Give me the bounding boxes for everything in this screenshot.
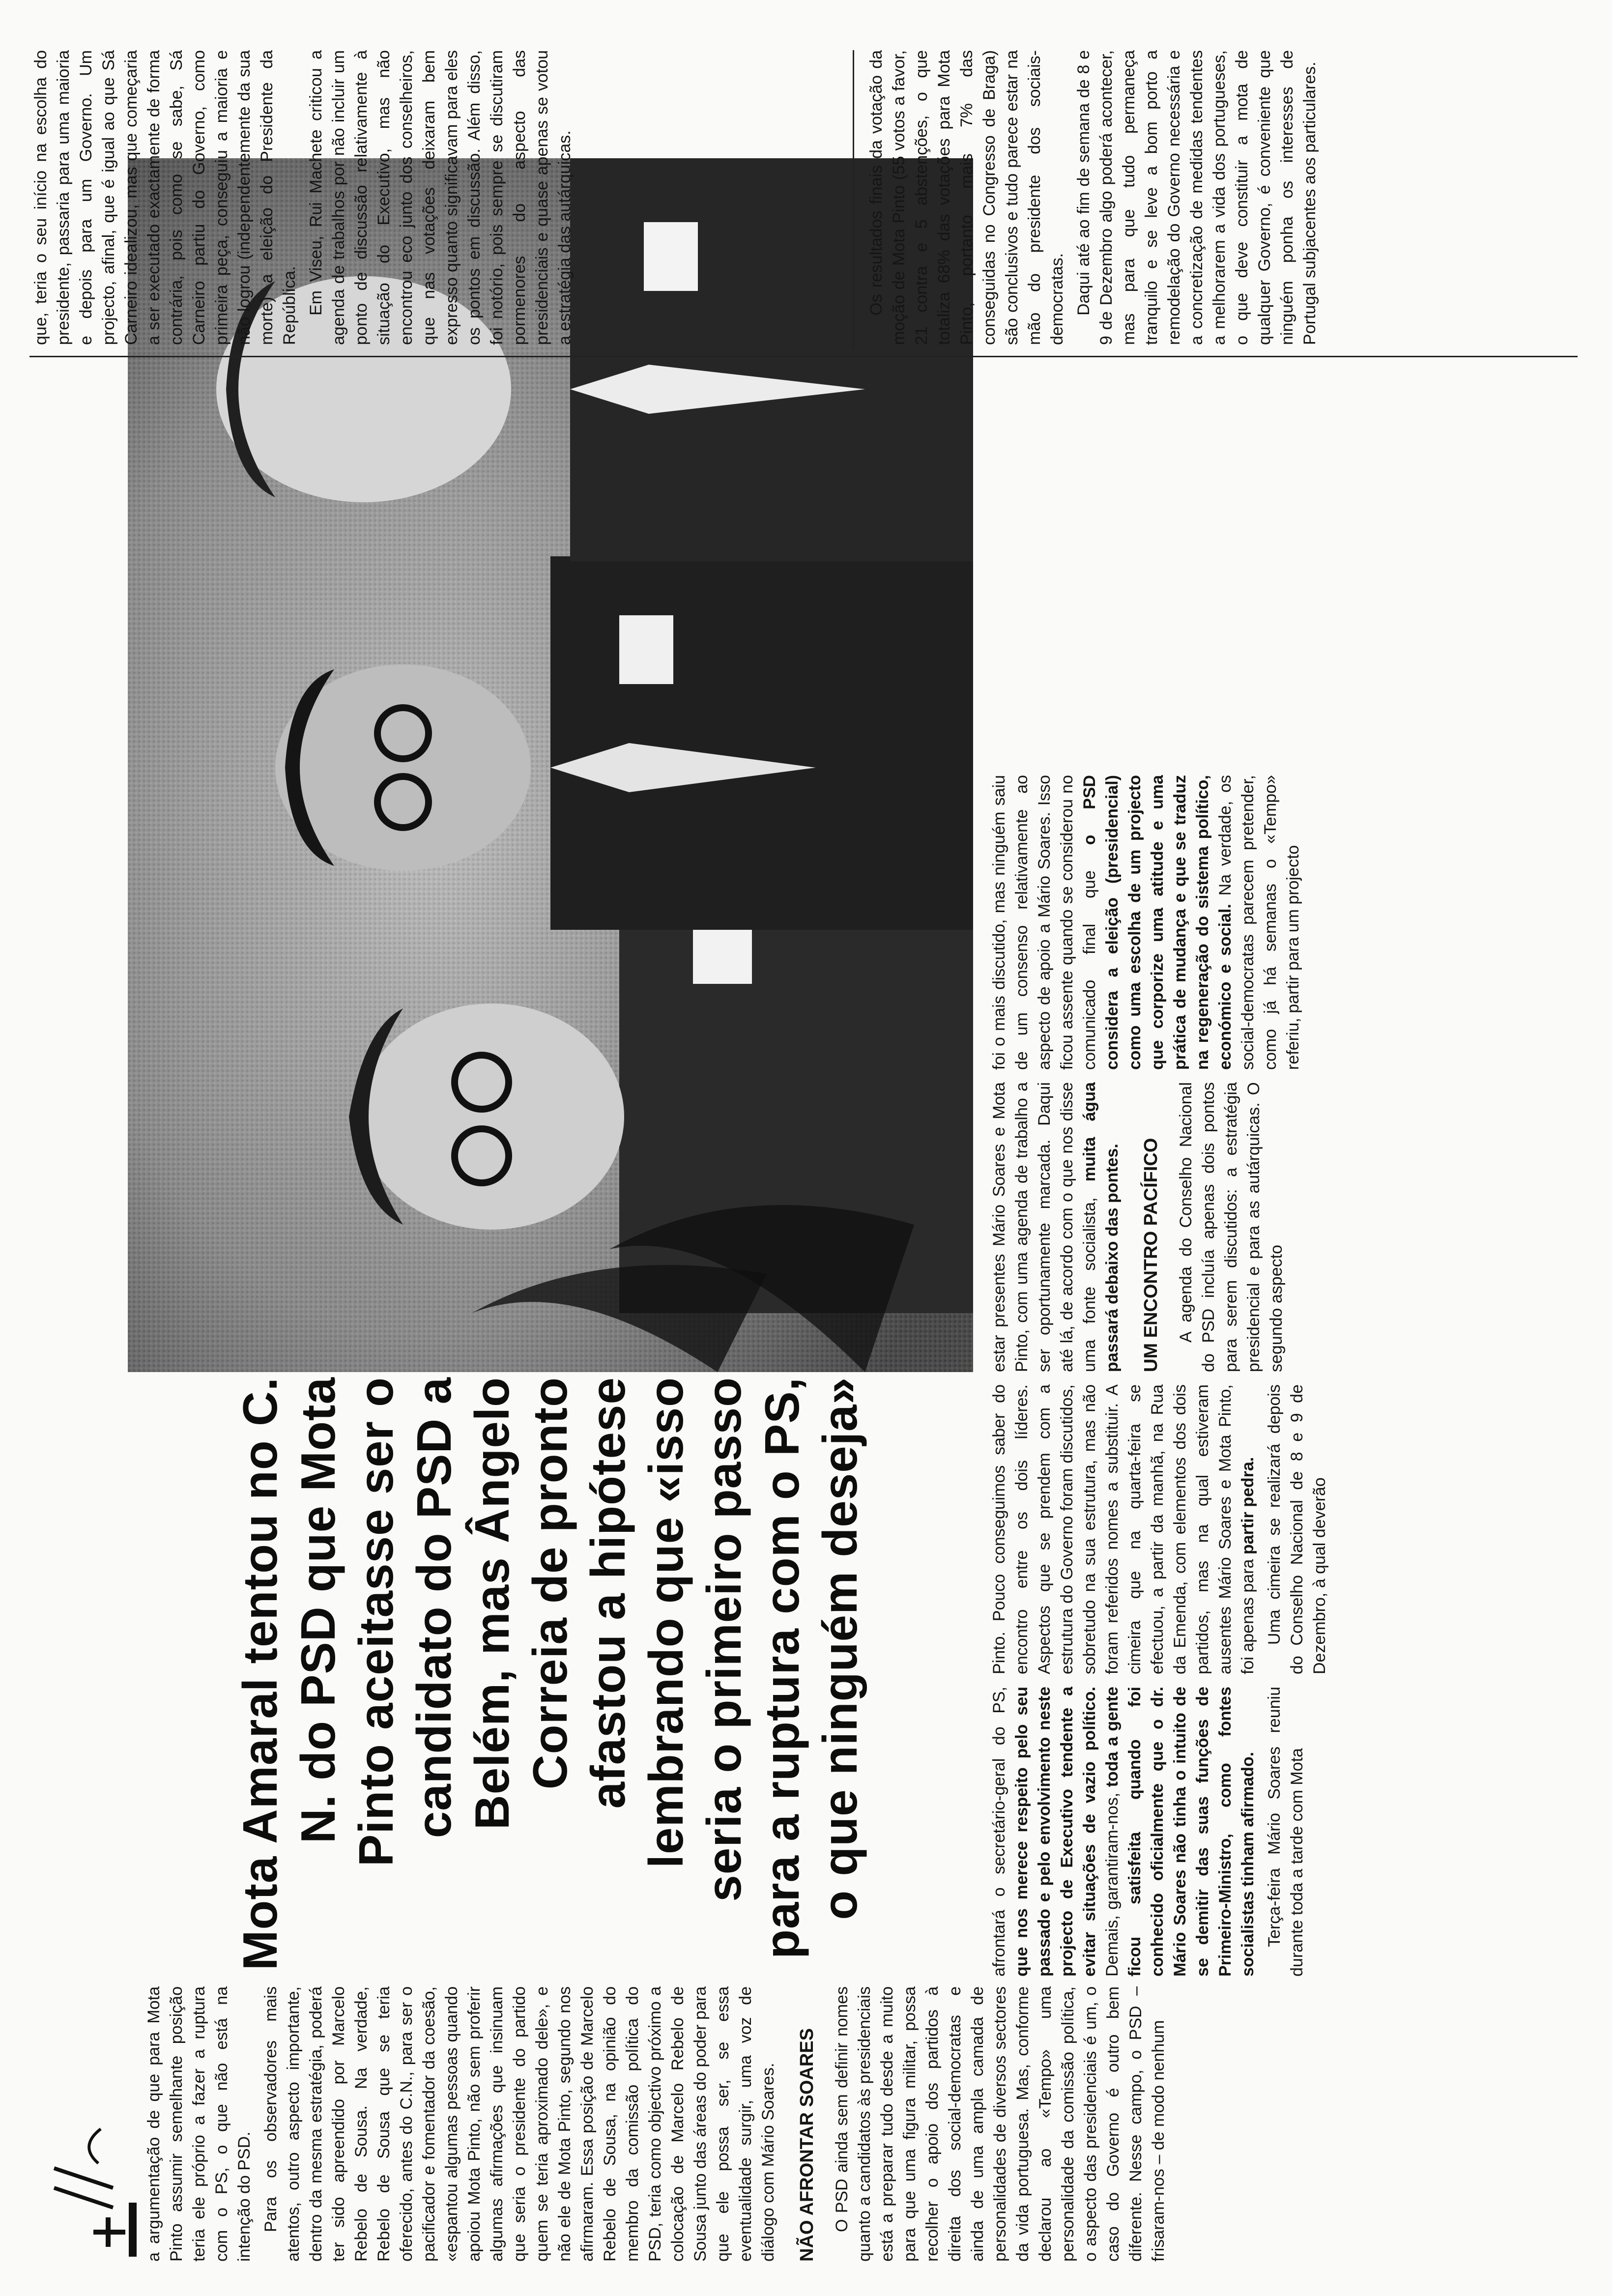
paragraph: Uma cimeira se realizará depois do Conselho Nacional de 8 e 9 de Dezembro, à qual deverão: [1265, 1384, 1329, 1674]
subheading: NÃO AFRONTAR SOARES: [797, 2028, 817, 2262]
text-run: Demais, garantiram-nos,: [1103, 1787, 1122, 1977]
bold-run: o PSD considera a eleição (presidencial) como uma escolha de um projecto que corporize uma atitude e uma prática de mudança e que se traduz na regeneração do sistema político, económico e social.: [1080, 775, 1235, 1070]
column-1: [143, 1986, 1578, 2262]
paragraph: [988, 1687, 1259, 1977]
bold-run: que nos merece respeito pelo seu passado e pelo envolvimento neste projecto de Executivo tendente a evitar situações de vazio político.: [1012, 1687, 1099, 1977]
headline-text: Mota Amaral tentou no C. N. do PSD que Mota Pinto aceitasse ser o candidato do PSD a Belém, mas Ângelo Correia de pronto afastou a hipótese lembrando que «isso seria o primeiro passo para a ruptura com o PS, o que ninguém deseja»: [233, 1377, 867, 1971]
text-run: afrontará o secretário-geral do PS,: [990, 1687, 1008, 1977]
paragraph: Daqui até ao fim de semana de 8 e 9 de Dezembro algo poderá acontecer, mas para que tudo permaneça tranquilo e se leve a bom porto a remodelação do Governo necessária e a concretização de medidas tendentes a melhorarem a vida dos portugueses, o que deve constituir a mota de qualquer Governo, é conveniente que ninguém ponha os interesses de Portugal subjacentes aos particulares.: [1074, 50, 1319, 345]
paragraph: Para os observadores mais atentos, outro aspecto importante, dentro da mesma estratégia, poderá ter sido apreendido por Marcelo Rebelo de Sousa. Na verdade, Rebelo de Sousa que se teria oferecido, antes do C.N., para ser o pacificador e fomentador da coesão, «espantou algumas pessoas quando apoiou Mota Pinto, não sem proferir algumas afirmações que insinuam que seria o presidente do partido quem se teria aproximado dele», e não ele de Mota Pinto, segundo nos afirmaram. Essa posição de Marcelo Rebelo de Sousa, na opinião do membro da comissão política do PSD, teria como objectivo próximo a colocação de Marcelo Rebelo de Sousa junto das áreas do poder para que ele possa ser, se essa eventualidade surgir, uma voz de diálogo com Mário Soares.: [261, 1986, 777, 2262]
column-rule: [853, 50, 854, 350]
bold-run: toda a gente ficou satisfeita quando foi conhecido oficialmente que o dr. Mário Soares não tinha o intuito de se demitir das suas funções de Primeiro-Ministro, como fontes socialistas tinham afirmado.: [1103, 1687, 1257, 1977]
column-7: [865, 50, 1578, 345]
bold-run: muita água passará debaixo das pontes.: [1080, 1082, 1122, 1372]
paragraph: [988, 1082, 1123, 1372]
paragraph: A agenda do Conselho Nacional do PSD incluía apenas dois pontos para serem discutidos: a estratégia presidencial e para as autárquicas. O segundo aspecto: [1177, 1082, 1286, 1372]
subheading: UM ENCONTRO PACÍFICO: [1141, 1138, 1161, 1372]
paragraph: que, teria o seu início na escolha do presidente, passaria para uma maioria e depois para um Governo. Um projecto, afinal, que é igual ao que Sá Carneiro idealizou, mas que começaria a ser executado exactamente de forma contrária, pois como se sabe, Sá Carneiro partiu do Governo, como primeira peça, conseguiu a maioria e não logrou (independentemente da sua morte) a eleição do Presidente da República.: [31, 50, 299, 345]
paragraph: Os resultados finais da votação da moção de Mota Pinto (55 votos a favor, 21 contra e 5 abstenções, o que totaliza 68% das votações para Mota Pinto, portanto mais 7% das conseguidas no Congresso de Braga) são conclusivos e tudo parece estar na mão do presidente dos sociais-democratas.: [867, 50, 1066, 345]
paragraph: [988, 1384, 1259, 1674]
handwritten-page-mark: [34, 2114, 138, 2262]
column-5: [988, 775, 1578, 1070]
text-run: estar presentes Mário Soares e Mota Pinto, com uma agenda de trabalho a ser oportunamente marcada. Daqui até lá, de acordo com o que nos disse uma fonte socialista,: [990, 1082, 1099, 1372]
column-3: [988, 1384, 1578, 1674]
paragraph: [988, 775, 1304, 1070]
text-run: Pinto. Pouco conseguimos saber do encontro entre os dois líderes. Aspectos que se prendem com a estrutura do Governo foram discutidos, sobretudo na sua estrutura, mas não foram referidos nomes a substituir. A cimeira que na quarta-feira se efectuou, a partir da manhã, na Rua da Emenda, com elementos dos dois partidos, mas na qual estiveram ausentes Mário Soares e Mota Pinto, foi apenas para: [990, 1384, 1257, 1674]
paragraph: Terça-feira Mário Soares reuniu durante toda a tarde com Mota: [1265, 1687, 1306, 1977]
column-4: [988, 1082, 1578, 1372]
paragraph: a argumentação de que para Mota Pinto assumir semelhante posição teria ele próprio a fazer a ruptura com o PS, o que não está na intenção do PSD.: [144, 1986, 254, 2262]
text-run: foi o mais discutido, mas ninguém saiu de um consenso relativamente ao aspecto de apoio a Mário Soares. Isso ficou assente quando se considerou no comunicado final que: [990, 775, 1099, 1070]
headline: [231, 1377, 968, 1977]
column-rule: [29, 356, 1578, 357]
text-run: Na verdade, os social-democratas parecem pretender, como já há semanas o «Tempo» referiu, partir para um projecto: [1216, 775, 1302, 1070]
paragraph: O PSD ainda sem definir nomes quanto a candidatos às presidenciais está a preparar tudo desde a muito para que uma figura militar, possa recolher o apoio dos partidos à direita dos social-democratas e ainda de uma ampla camada de personalidades de diversos sectores da vida portuguesa. Mas, conforme declarou ao «Tempo» uma personalidade da comissão política, o aspecto das presidenciais é um, o caso do Governo é outro bem diferente. Nesse campo, o PSD – frisaram-nos – de modo nenhum: [833, 1986, 1168, 2262]
column-6: [29, 50, 840, 345]
column-2: [988, 1687, 1578, 1977]
paragraph: Em Viseu, Rui Machete criticou a agenda de trabalhos por não incluir um ponto de discussão relativamente à situação do Executivo, mas não encontrou eco junto dos conselheiros, que nas votações deixaram bem expresso quanto significavam para eles os pontos em discussão. Além disso, foi notório, pois sempre se discutiram pormenores do aspecto das presidenciais e quase apenas se votou a estratégia das autárquicas.: [307, 50, 574, 345]
bold-run: partir pedra.: [1238, 1457, 1257, 1555]
